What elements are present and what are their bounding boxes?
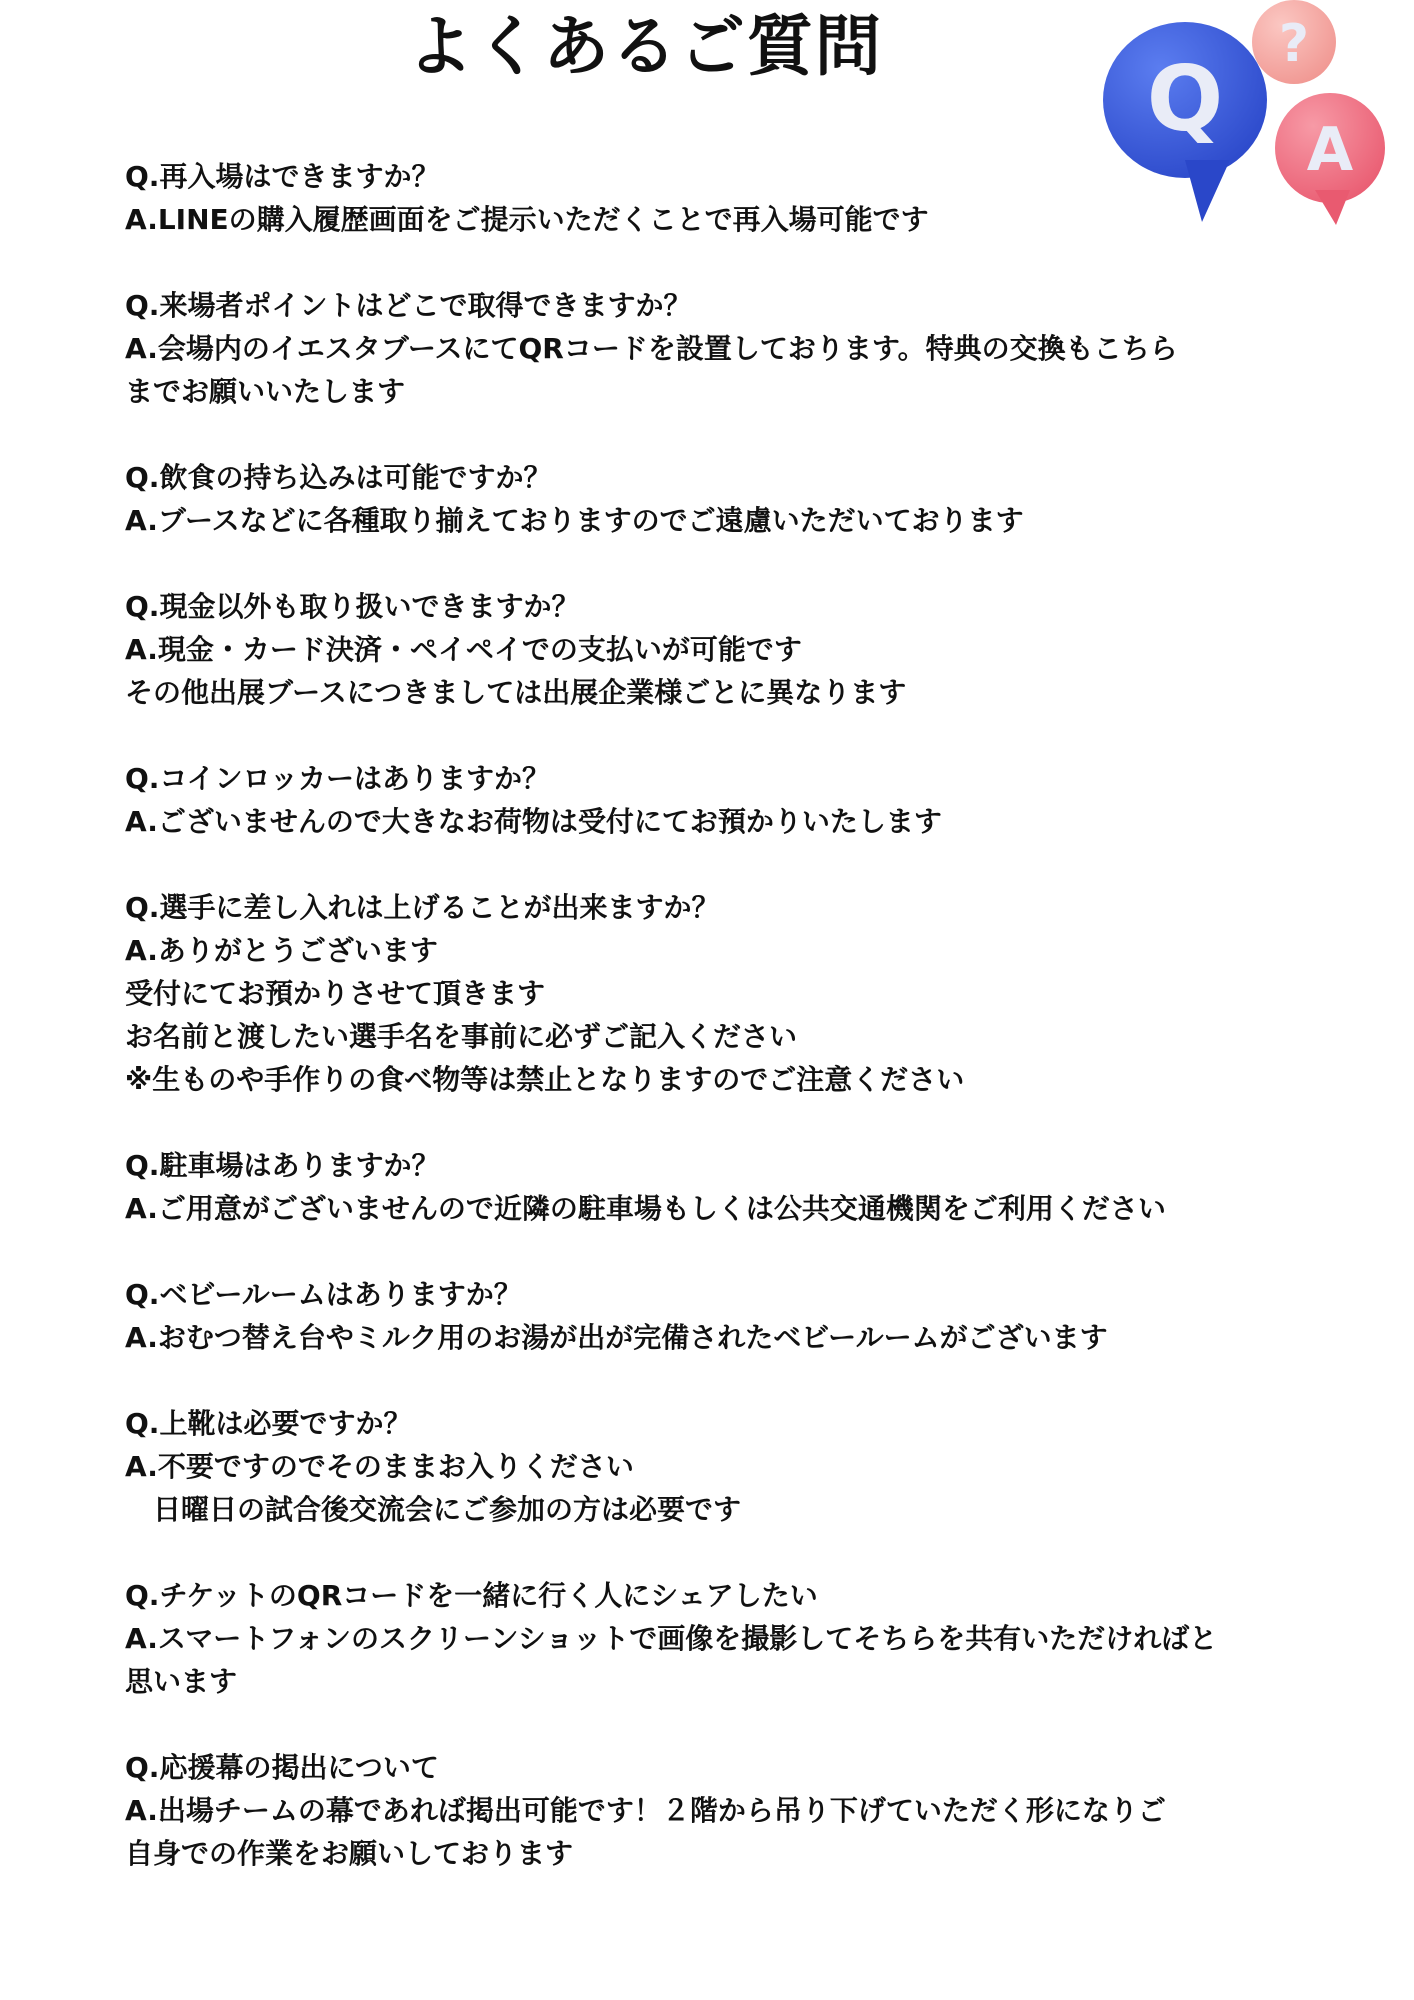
- faq-item: [125, 1273, 1295, 1359]
- faq-item: [125, 456, 1295, 542]
- faq-question: Q.上靴は必要ですか？: [125, 1407, 412, 1440]
- faq-question: Q.現金以外も取り扱いできますか？: [125, 590, 580, 623]
- faq-question: Q.飲食の持ち込みは可能ですか？: [125, 461, 552, 494]
- faq-answer-line: A.出場チームの幕であれば掲出可能です！２階から吊り下げていただく形になりご: [125, 1794, 1166, 1827]
- faq-answer-line: A.ブースなどに各種取り揃えておりますのでご遠慮いただいております: [125, 504, 1024, 537]
- faq-item: [125, 155, 1295, 241]
- faq-question: Q.チケットのQRコードを一緒に行く人にシェアしたい: [125, 1579, 818, 1612]
- faq-item: [125, 886, 1295, 1101]
- faq-answer-line: A.会場内のイエスタブースにてQRコードを設置しております。特典の交換もこちら: [125, 332, 1178, 365]
- faq-answer-line: 自身での作業をお願いしております: [125, 1837, 574, 1870]
- faq-question: Q.来場者ポイントはどこで取得できますか？: [125, 289, 692, 322]
- faq-item: [125, 1144, 1295, 1230]
- faq-answer-line: までお願いいたします: [125, 375, 406, 408]
- page-title: よくあるご質問: [407, 8, 883, 85]
- faq-answer-line: A.ありがとうございます: [125, 934, 438, 967]
- faq-item: [125, 1402, 1295, 1531]
- faq-item: [125, 284, 1295, 413]
- faq-answer-line: お名前と渡したい選手名を事前に必ずご記入ください: [125, 1020, 798, 1053]
- faq-question: Q.再入場はできますか？: [125, 160, 440, 193]
- faq-answer-line: A.スマートフォンのスクリーンショットで画像を撮影してそちらを共有いただければと: [125, 1622, 1218, 1655]
- faq-answer-line: その他出展ブースにつきましては出展企業様ごとに異なります: [125, 676, 907, 709]
- faq-question: Q.ベビールームはありますか？: [125, 1278, 522, 1311]
- faq-item: [125, 1746, 1295, 1875]
- faq-answer-line: A.ご用意がございませんので近隣の駐車場もしくは公共交通機関をご利用ください: [125, 1192, 1166, 1225]
- faq-answer-line: A.現金・カード決済・ペイペイでの支払いが可能です: [125, 633, 802, 666]
- q-letter: Q: [1146, 47, 1224, 152]
- question-bubble: [1252, 0, 1336, 84]
- faq-item: [125, 1574, 1295, 1703]
- faq-item: [125, 585, 1295, 714]
- faq-question: Q.コインロッカーはありますか？: [125, 762, 551, 795]
- faq-answer-line: 思います: [125, 1665, 238, 1698]
- faq-item: [125, 757, 1295, 843]
- a-letter: A: [1306, 115, 1354, 185]
- faq-answer-line: A.LINEの購入履歴画面をご提示いただくことで再入場可能です: [125, 203, 929, 236]
- faq-question: Q.駐車場はありますか？: [125, 1149, 440, 1182]
- faq-answer-line: A.不要ですのでそのままお入りください: [125, 1450, 634, 1483]
- faq-answer-line: A.おむつ替え台やミルク用のお湯が出が完備されたベビールームがございます: [125, 1321, 1108, 1354]
- faq-answer-line: A.ございませんので大きなお荷物は受付にてお預かりいたします: [125, 805, 942, 838]
- faq-list: [125, 155, 1295, 1918]
- question-mark-letter: ?: [1278, 14, 1310, 74]
- faq-answer-line: 受付にてお預かりさせて頂きます: [125, 977, 546, 1010]
- faq-answer-line: ※生ものや手作りの食べ物等は禁止となりますのでご注意ください: [125, 1063, 965, 1096]
- faq-answer-line: 日曜日の試合後交流会にご参加の方は必要です: [125, 1493, 742, 1526]
- faq-question: Q.選手に差し入れは上げることが出来ますか？: [125, 891, 720, 924]
- faq-question: Q.応援幕の掲出について: [125, 1751, 439, 1784]
